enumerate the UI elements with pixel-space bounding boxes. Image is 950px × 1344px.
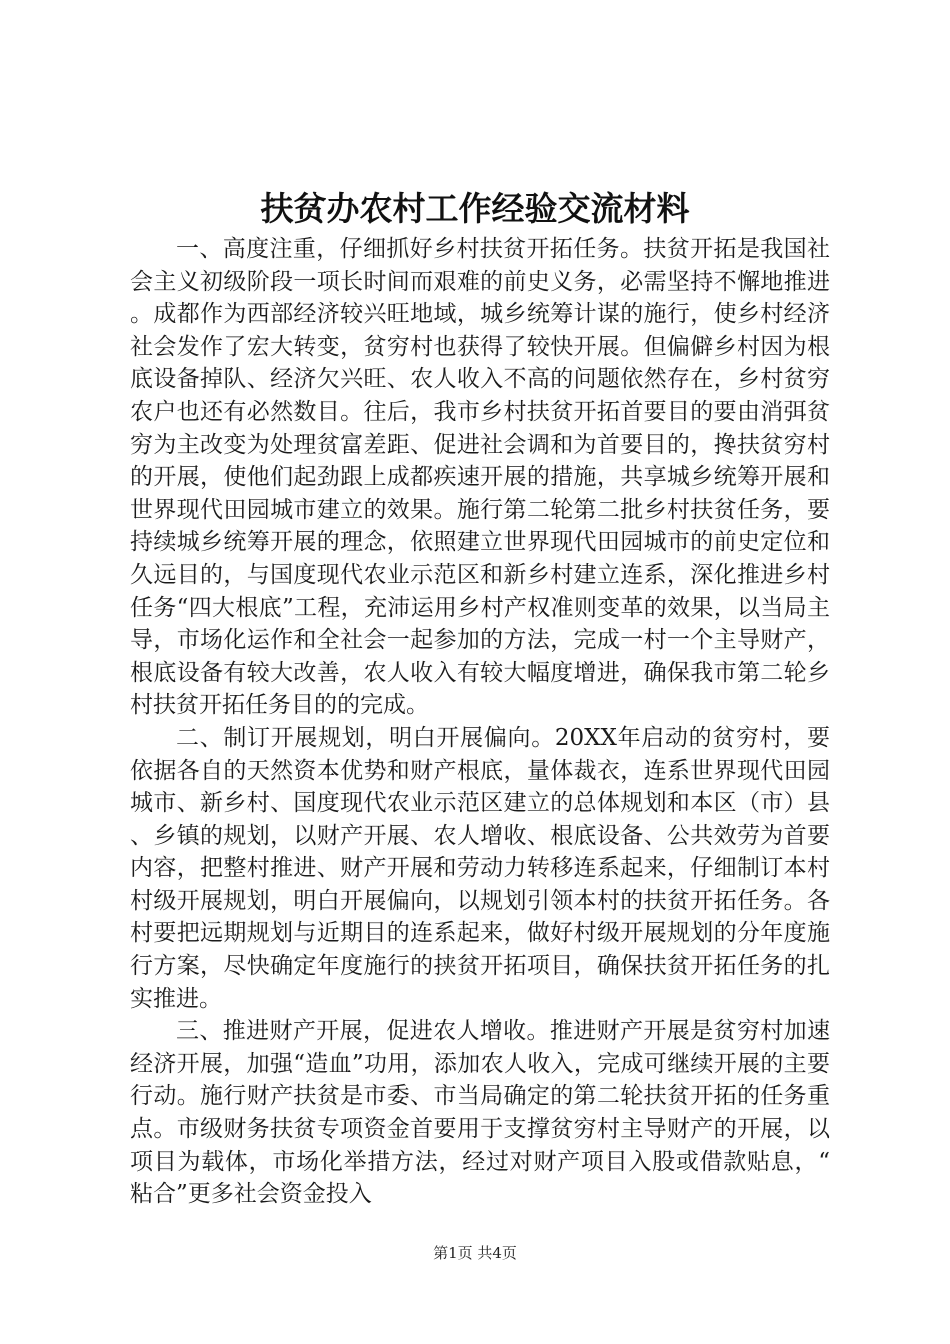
paragraph-2: 二、制订开展规划，明白开展偏向。20XX年启动的贫穷村，要依据各自的天然资本优势和财产根底，量体裁衣，连系世界现代田园城市、新乡村、国度现代农业示范区建立的总体规划和本区（市）县、乡镇的规划，以财产开展、农人增收、根底设备、公共效劳为首要内容，把整村推进、财产开展和劳动力转移连系起来，仔细制订本村村级开展规划，明白开展偏向，以规划引领本村的扶贫开拓任务。各村要把远期规划与近期目的连系起来，做好村级开展规划的分年度施行方案，尽快确定年度施行的挟贫开拓项目，确保扶贫开拓任务的扎实推进。	[130, 724, 830, 1012]
paragraph-1: 一、高度注重，仔细抓好乡村扶贫开拓任务。扶贫开拓是我国社会主义初级阶段一项长时间而艰难的前史义务，必需坚持不懈地推进。成都作为西部经济较兴旺地域，城乡统筹计谋的施行，使乡村经济社会发作了宏大转变，贫穷村也获得了较快开展。但偏僻乡村因为根底设备掉队、经济欠兴旺、农人收入不高的问题依然存在，乡村贫穷农户也还有必然数目。往后，我市乡村扶贫开拓首要目的要由消弭贫穷为主改变为处理贫富差距、促进社会调和为首要目的，搀扶贫穷村的开展，使他们起劲跟上成都疾速开展的措施，共享城乡统筹开展和世界现代田园城市建立的效果。施行第二轮第二批乡村扶贫任务，要持续城乡统筹开展的理念，依照建立世界现代田园城市的前史定位和久远目的，与国度现代农业示范区和新乡村建立连系，深化推进乡村任务“四大根底”工程，充沛运用乡村产权准则变革的效果，以当局主导，市场化运作和全社会一起参加的方法，完成一村一个主导财产，根底设备有较大改善，农人收入有较大幅度增进，确保我市第二轮乡村扶贫开拓任务目的的完成。	[130, 236, 830, 719]
paragraph-3: 三、推进财产开展，促进农人增收。推进财产开展是贫穷村加速经济开展，加强“造血”功用，添加农人收入，完成可继续开展的主要行动。施行财产扶贫是市委、市当局确定的第二轮扶贫开拓的任务重点。市级财务扶贫专项资金首要用于支撑贫穷村主导财产的开展，以项目为载体，市场化举措方法，经过对财产项目入股或借款贴息，“粘合”更多社会资金投入	[130, 1018, 830, 1208]
document-body	[130, 233, 830, 1211]
page-number-footer: 第1页 共4页	[433, 1244, 517, 1262]
document-title: 扶贫办农村工作经验交流材料	[260, 189, 690, 228]
